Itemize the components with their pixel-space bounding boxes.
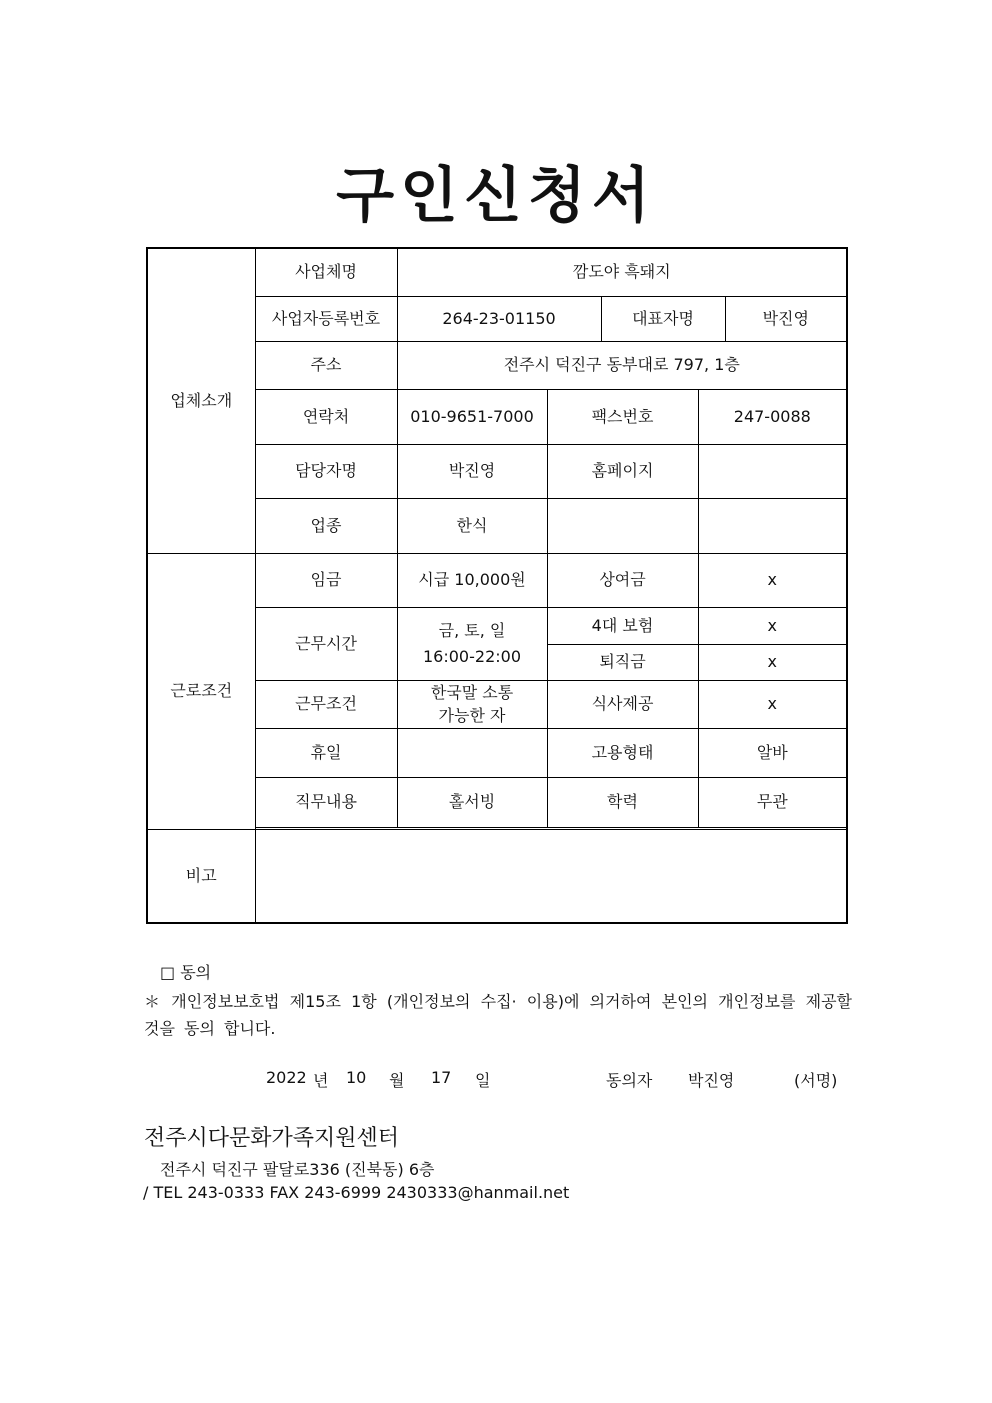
sign-day: 17 xyxy=(431,1068,452,1087)
hours-label: 근무시간 xyxy=(255,607,397,680)
org-name: 전주시다문화가족지원센터 xyxy=(144,1126,400,1151)
row-company-name xyxy=(147,248,847,296)
duty-value: 홀서빙 xyxy=(397,777,547,827)
homepage-label: 홈페이지 xyxy=(547,444,698,498)
address-value: 전주시 덕진구 동부대로 797, 1층 xyxy=(397,341,847,389)
org-address: 전주시 덕진구 팔달로336 (진북동) 6층 xyxy=(160,1160,435,1179)
row-wage xyxy=(147,553,847,607)
consent-label: 동의 xyxy=(180,963,212,982)
reg-no-value: 264-23-01150 xyxy=(397,296,601,341)
employment-label: 고용형태 xyxy=(547,728,698,777)
industry-blank-cell xyxy=(547,498,698,553)
severance-value: x xyxy=(698,644,847,680)
holiday-label: 휴일 xyxy=(255,728,397,777)
section-company-label: 업체소개 xyxy=(147,248,255,553)
page-title: 구인신청서 xyxy=(336,161,656,231)
address-label: 주소 xyxy=(255,341,397,389)
employment-value: 알바 xyxy=(698,728,847,777)
homepage-value xyxy=(698,444,847,498)
bonus-value: x xyxy=(698,553,847,607)
holiday-value xyxy=(397,728,547,777)
wage-value: 시급 10,000원 xyxy=(397,553,547,607)
manager-label: 담당자명 xyxy=(255,444,397,498)
fax-value: 247-0088 xyxy=(698,389,847,444)
ceo-value: 박진영 xyxy=(725,296,847,341)
insurance-label: 4대 보험 xyxy=(547,607,698,644)
remarks-value xyxy=(255,829,847,923)
sign-month: 10 xyxy=(346,1068,367,1087)
phone-label: 연락처 xyxy=(255,389,397,444)
consent-row xyxy=(160,960,211,983)
education-label: 학력 xyxy=(547,777,698,827)
sign-mark: (서명) xyxy=(794,1071,838,1090)
fax-label: 팩스번호 xyxy=(547,389,698,444)
work-condition-label: 근무조건 xyxy=(255,680,397,728)
wage-label: 임금 xyxy=(255,553,397,607)
sign-year: 2022 xyxy=(266,1068,307,1087)
signer-label: 동의자 xyxy=(606,1071,653,1090)
industry-label: 업종 xyxy=(255,498,397,553)
meal-value: x xyxy=(698,680,847,728)
sign-month-unit: 월 xyxy=(389,1071,405,1090)
row-remarks xyxy=(147,829,847,923)
consent-note: ＊ 개인정보보호법 제15조 1항 (개인정보의 수집· 이용)에 의거하여 본인의 개인정보를 제공할 것을 동의 합니다. xyxy=(144,992,852,1038)
phone-value: 010-9651-7000 xyxy=(397,389,547,444)
education-value: 무관 xyxy=(698,777,847,827)
work-condition-value: 한국말 소통 가능한 자 xyxy=(397,680,547,728)
ceo-label: 대표자명 xyxy=(601,296,725,341)
company-name-value: 깜도야 흑돼지 xyxy=(397,248,847,296)
duty-label: 직무내용 xyxy=(255,777,397,827)
section-conditions-label: 근로조건 xyxy=(147,553,255,829)
org-contact: / TEL 243-0333 FAX 243-6999 2430333@hanmail.net xyxy=(143,1183,570,1202)
industry-value: 한식 xyxy=(397,498,547,553)
signer-name: 박진영 xyxy=(688,1071,735,1090)
sign-year-unit: 년 xyxy=(313,1071,329,1090)
industry-blank-cell-2 xyxy=(698,498,847,553)
severance-label: 퇴직금 xyxy=(547,644,698,680)
hours-value: 금, 토, 일 16:00-22:00 xyxy=(397,607,547,680)
application-form-table xyxy=(146,247,848,924)
consent-checkbox[interactable]: □ xyxy=(160,963,176,982)
meal-label: 식사제공 xyxy=(547,680,698,728)
signature-line xyxy=(0,1068,992,1092)
insurance-value: x xyxy=(698,607,847,644)
company-name-label: 사업체명 xyxy=(255,248,397,296)
remarks-label: 비고 xyxy=(147,829,255,923)
reg-no-label: 사업자등록번호 xyxy=(255,296,397,341)
manager-value: 박진영 xyxy=(397,444,547,498)
sign-day-unit: 일 xyxy=(475,1071,491,1090)
bonus-label: 상여금 xyxy=(547,553,698,607)
